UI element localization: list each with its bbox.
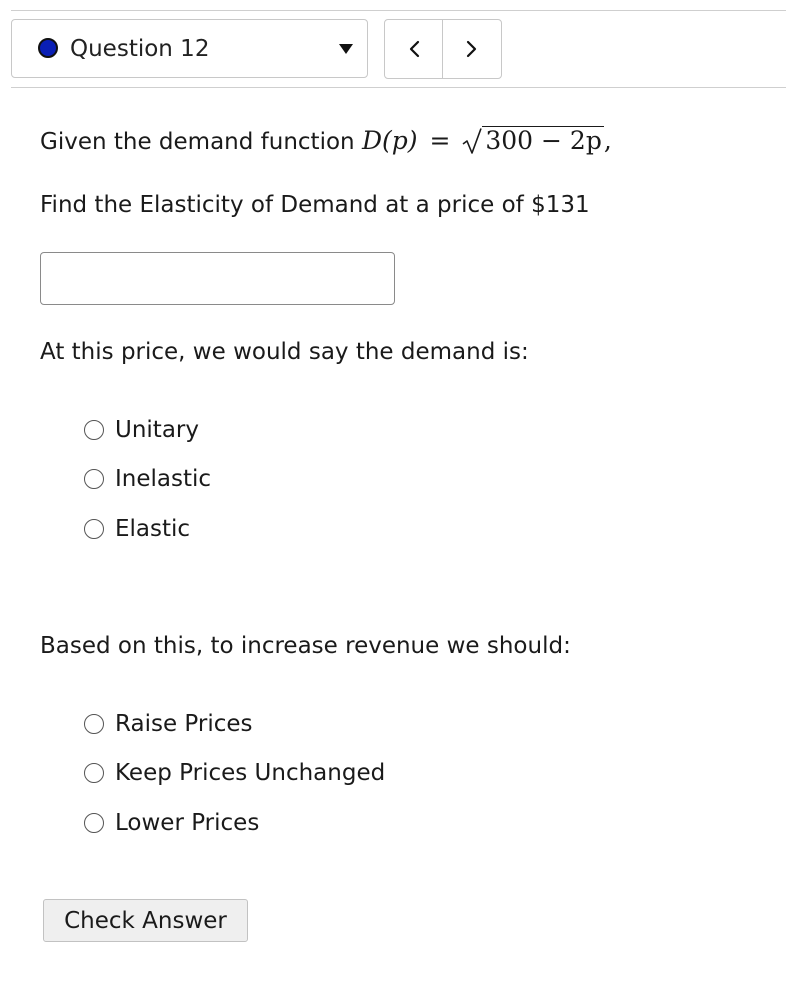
radio-button[interactable] <box>84 420 104 440</box>
question-label: Question 12 <box>70 36 210 62</box>
radio-button[interactable] <box>84 519 104 539</box>
elasticity-answer-input[interactable] <box>40 252 395 305</box>
option-label: Elastic <box>115 516 191 542</box>
header-divider <box>11 87 786 88</box>
check-answer-button[interactable]: Check Answer <box>43 899 248 942</box>
revenue-option-lower[interactable] <box>84 809 259 837</box>
revenue-option-unchanged[interactable] <box>84 759 385 787</box>
problem-statement <box>40 126 612 156</box>
demand-option-unitary[interactable] <box>84 416 199 444</box>
option-label: Lower Prices <box>115 810 260 836</box>
math-lhs: D(p) <box>361 126 418 155</box>
revenue-option-raise[interactable] <box>84 710 253 738</box>
option-label: Inelastic <box>115 466 212 492</box>
radio-button[interactable] <box>84 763 104 783</box>
find-prompt: Find the Elasticity of Demand at a price of $131 <box>40 192 590 218</box>
caret-down-icon <box>339 44 353 54</box>
radical-sign-icon <box>462 127 482 155</box>
option-label: Keep Prices Unchanged <box>115 760 386 786</box>
question-nav <box>384 19 502 79</box>
demand-option-elastic[interactable] <box>84 515 190 543</box>
option-label: Unitary <box>115 417 199 443</box>
revenue-question-prompt: Based on this, to increase revenue we should: <box>40 633 571 659</box>
radio-button[interactable] <box>84 813 104 833</box>
chevron-left-icon <box>407 39 421 59</box>
problem-intro-text: Given the demand function <box>40 129 355 155</box>
demand-option-inelastic[interactable] <box>84 465 211 493</box>
option-label: Raise Prices <box>115 711 253 737</box>
demand-function-math <box>362 126 612 155</box>
top-divider <box>11 10 786 11</box>
next-question-button[interactable] <box>443 20 501 78</box>
radio-button[interactable] <box>84 714 104 734</box>
question-selector[interactable] <box>11 19 368 78</box>
chevron-right-icon <box>465 39 479 59</box>
math-radicand: 300 − 2p <box>482 126 603 155</box>
math-trailing: , <box>603 126 612 155</box>
math-equals: = <box>429 126 451 155</box>
square-root <box>462 126 603 155</box>
demand-question-prompt: At this price, we would say the demand is: <box>40 339 529 365</box>
previous-question-button[interactable] <box>385 20 443 78</box>
radio-button[interactable] <box>84 469 104 489</box>
status-dot-icon <box>38 38 58 58</box>
